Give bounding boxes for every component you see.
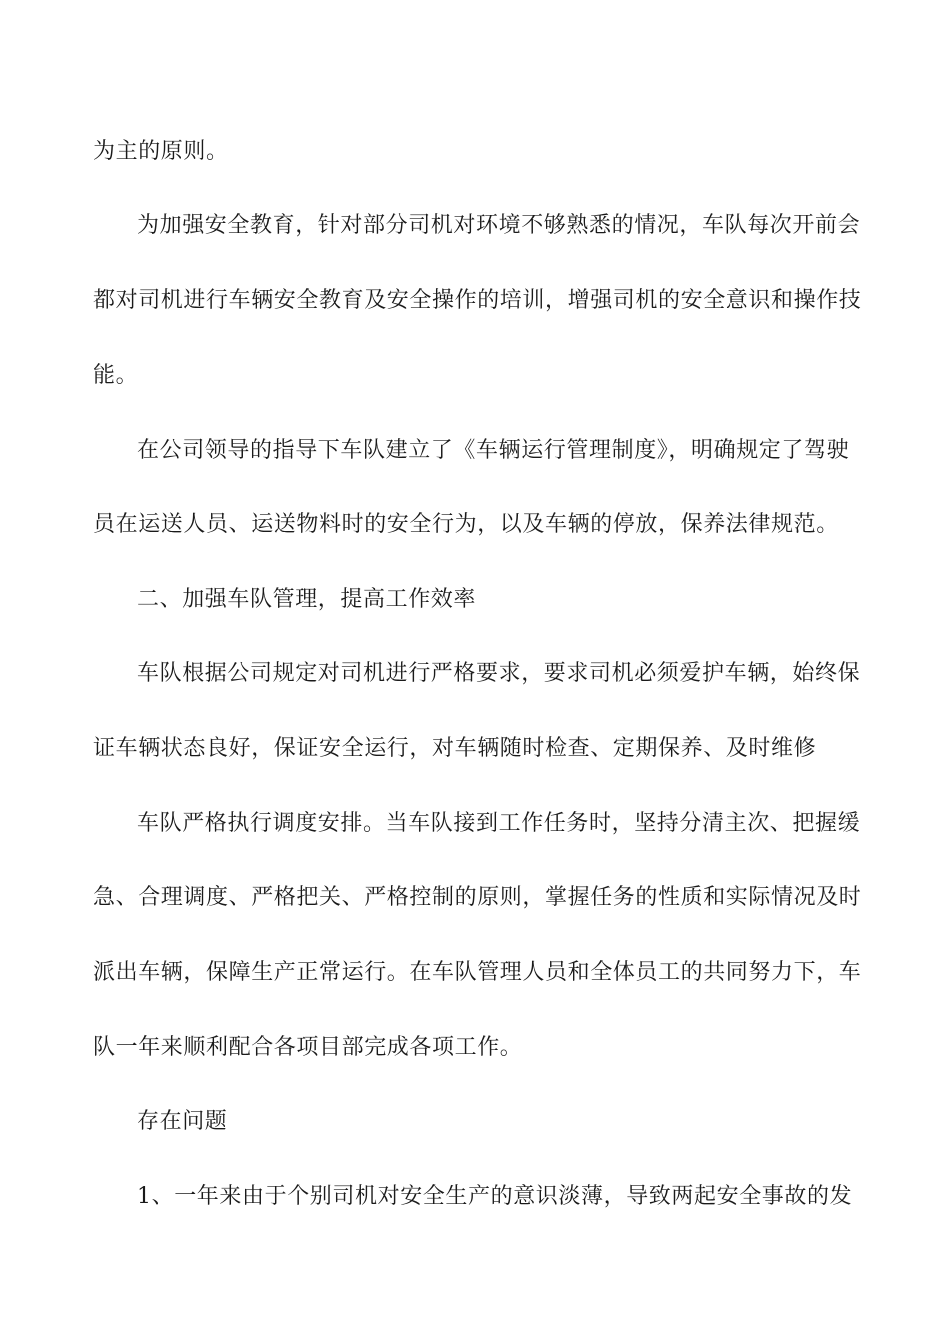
text-line-11: 急、合理调度、严格把关、严格控制的原则，掌握任务的性质和实际情况及时	[93, 885, 862, 910]
text-line-8: 车队根据公司规定对司机进行严格要求，要求司机必须爱护车辆，始终保	[137, 661, 861, 686]
text-line-13: 队一年来顺利配合各项目部完成各项工作。	[93, 1035, 523, 1060]
text-line-3: 都对司机进行车辆安全教育及安全操作的培训，增强司机的安全意识和操作技	[93, 288, 862, 313]
text-line-15: 1、一年来由于个别司机对安全生产的意识淡薄，导致两起安全事故的发	[137, 1184, 853, 1209]
text-line-9: 证车辆状态良好，保证安全运行，对车辆随时检查、定期保养、及时维修	[93, 736, 817, 761]
text-line-5: 在公司领导的指导下车队建立了《车辆运行管理制度》，明确规定了驾驶	[137, 438, 850, 463]
section-heading: 二、加强车队管理，提高工作效率	[137, 587, 477, 612]
text-line-1: 为主的原则。	[93, 139, 229, 164]
text-line-2: 为加强安全教育，针对部分司机对环境不够熟悉的情况，车队每次开前会	[137, 213, 861, 238]
text-line-10: 车队严格执行调度安排。当车队接到工作任务时，坚持分清主次、把握缓	[137, 811, 861, 836]
problems-heading: 存在问题	[137, 1109, 228, 1134]
text-line-12: 派出车辆，保障生产正常运行。在车队管理人员和全体员工的共同努力下，车	[93, 960, 862, 985]
text-line-4: 能。	[93, 363, 139, 388]
text-line-6: 员在运送人员、运送物料时的安全行为，以及车辆的停放，保养法律规范。	[93, 512, 839, 537]
